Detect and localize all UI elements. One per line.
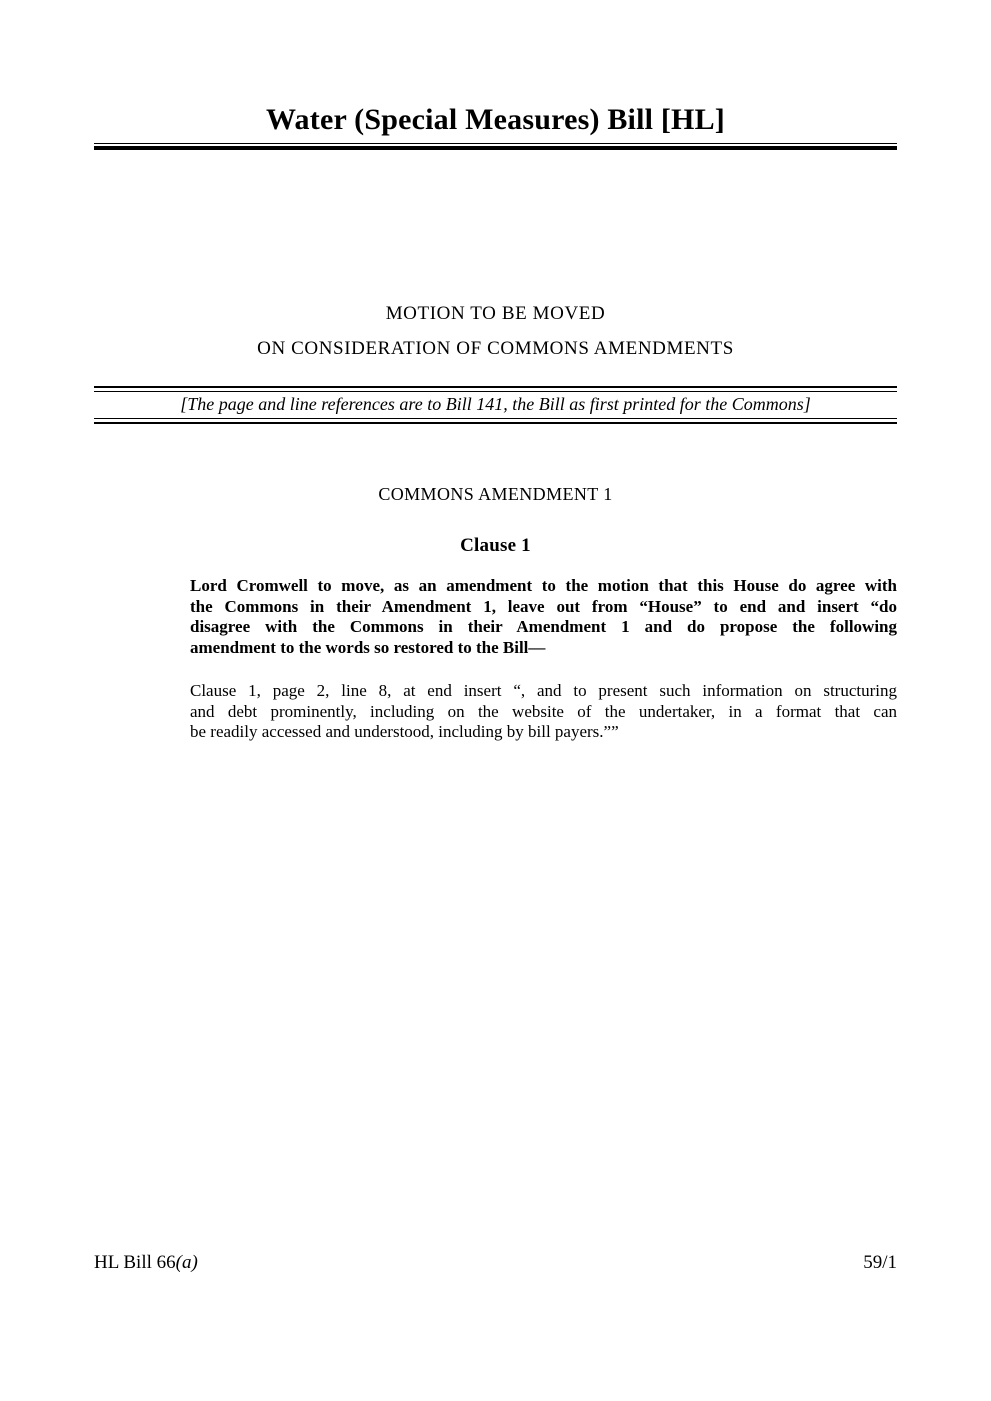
reference-note: [The page and line references are to Bill 141, the Bill as first printed for the Commons]: [180, 394, 811, 414]
motion-paragraph-line: the Commons in their Amendment 1, leave out from “House” to end and insert “do: [190, 596, 897, 616]
reference-note-top-rule: [94, 386, 897, 392]
motion-paragraph-line: amendment to the words so restored to the Bill—: [190, 637, 546, 657]
page-reference-number: 59/1: [863, 1252, 897, 1273]
title-double-rule: [94, 143, 897, 150]
page-footer: [94, 1252, 897, 1274]
motion-paragraph: [190, 576, 897, 658]
amendment-paragraph-line: and debt prominently, including on the website of the undertaker, in a format that can: [190, 701, 897, 721]
motion-paragraph-line: Lord Cromwell to move, as an amendment to the motion that this House do agree with: [190, 576, 897, 595]
clause-heading: Clause 1: [460, 535, 531, 556]
bill-reference-suffix: (a): [175, 1252, 198, 1273]
amendment-paragraph-line: be readily accessed and understood, including by bill payers.””: [190, 722, 619, 742]
bill-reference: [94, 1252, 198, 1274]
bill-title: Water (Special Measures) Bill [HL]: [266, 103, 725, 136]
amendment-text-paragraph: [190, 681, 897, 743]
amendment-paragraph-line: Clause 1, page 2, line 8, at end insert “, and to present such information on structuring: [190, 681, 897, 700]
motion-heading: MOTION TO BE MOVED: [385, 303, 606, 324]
motion-paragraph-line: disagree with the Commons in their Amendment 1 and do propose the following: [190, 617, 897, 637]
commons-amendment-heading: COMMONS AMENDMENT 1: [378, 484, 613, 504]
bill-reference-number: HL Bill 66: [94, 1252, 176, 1273]
reference-note-bottom-rule: [94, 418, 897, 424]
consideration-heading: ON CONSIDERATION OF COMMONS AMENDMENTS: [257, 338, 734, 359]
